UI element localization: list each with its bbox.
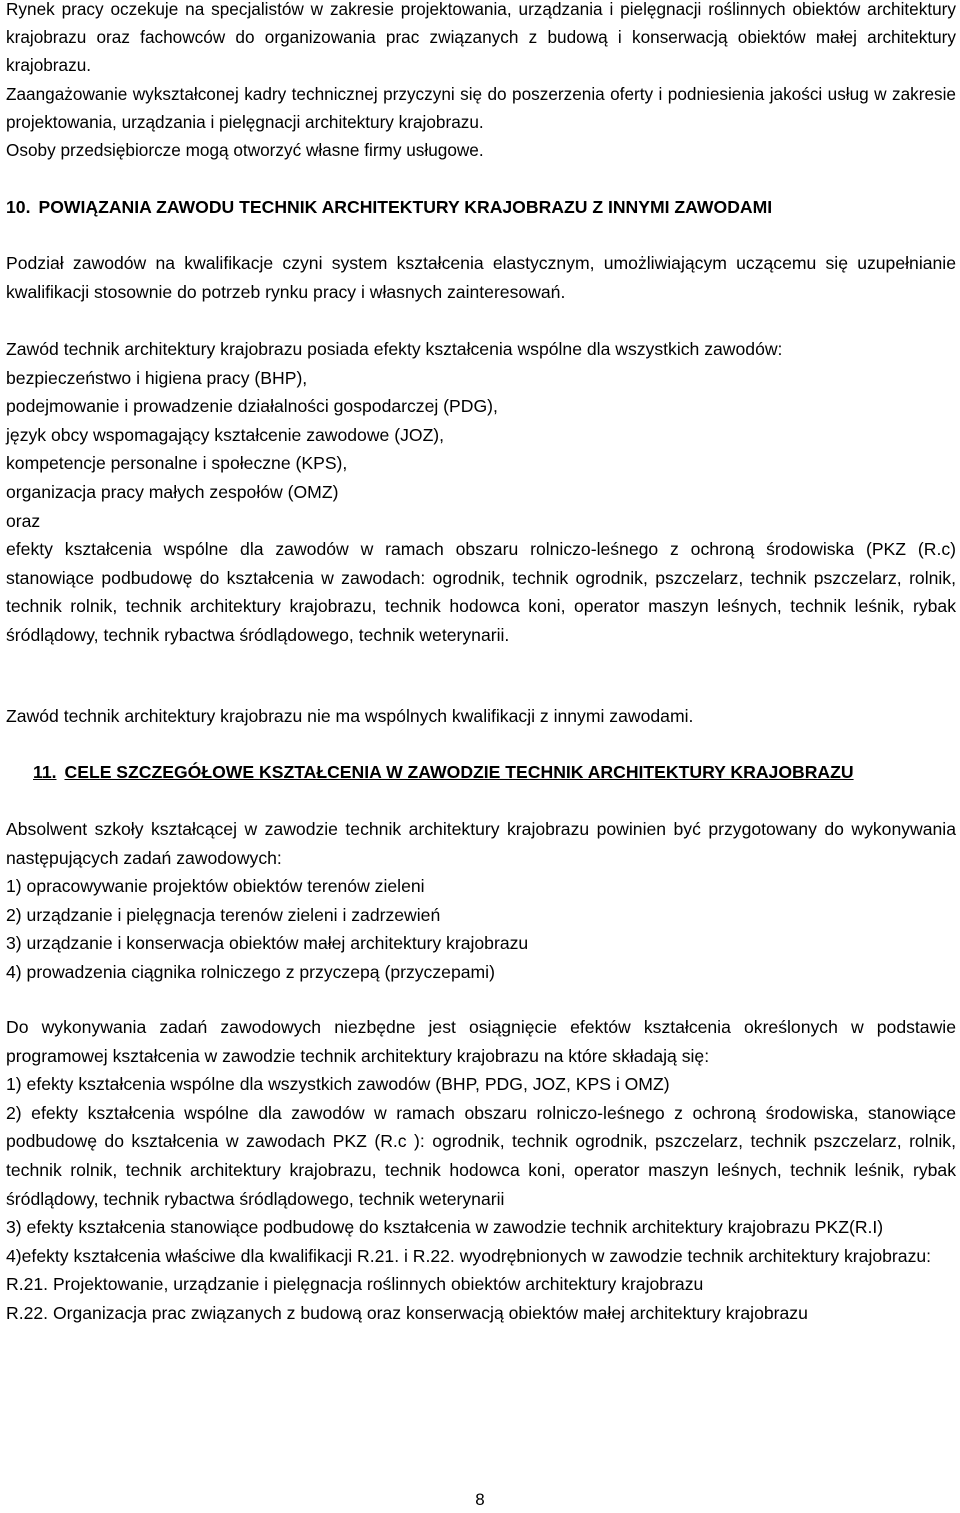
no-common-qualifications: Zawód technik architektury krajobrazu nie ma wspólnych kwalifikacji z innymi zawodami.	[6, 706, 694, 726]
section-11-heading	[33, 758, 933, 786]
section-10-body	[6, 249, 956, 306]
task-item: 2) urządzanie i pielęgnacja terenów zieleni i zadrzewień	[6, 904, 441, 925]
page-number: 8	[475, 1490, 485, 1509]
section-10	[6, 193, 956, 221]
common-effect-item: bezpieczeństwo i higiena pracy (BHP),	[6, 367, 308, 388]
common-effect-item: podejmowanie i prowadzenie działalności gospodarczej (PDG),	[6, 396, 498, 417]
section-10-title: POWIĄZANIA ZAWODU TECHNIK ARCHITEKTURY KRAJOBRAZU Z INNYMI ZAWODAMI	[38, 197, 773, 217]
section-11-effects	[6, 1013, 956, 1328]
section-10-paragraph-1: Podział zawodów na kwalifikacje czyni system kształcenia elastycznym, umożliwiającym uczącemu się uzupełnianie kwalifikacji stosownie do potrzeb rynku pracy i własnych zainteresowań.	[6, 253, 956, 302]
section-11-number: 11.	[33, 762, 57, 782]
section-10-no-common	[6, 702, 956, 731]
common-effect-item: organizacja pracy małych zespołów (OMZ)	[6, 481, 339, 502]
pkz-paragraph: efekty kształcenia wspólne dla zawodów w ramach obszaru rolniczo-leśnego z ochroną środowiska (PKZ (R.c) stanowiące podbudowę do kształcenia w zawodach: ogrodnik, technik ogrodnik, pszczelarz, technik pszczelarz, rolnik, technik rolnik, technik architektury krajobrazu, technik hodowca koni, operator maszyn leśnych, technik leśnik, rybak śródlądowy, technik rybactwa śródlądowego, technik weterynarii.	[6, 539, 956, 645]
intro-paragraph-2: Zaangażowanie wykształconej kadry technicznej przyczyni się do poszerzenia oferty i podniesienia jakości usług w zakresie projektowania, urządzania i pielęgnacji architektury krajobrazu.	[6, 83, 956, 132]
task-item: 4) prowadzenia ciągnika rolniczego z przyczepą (przyczepami)	[6, 961, 495, 982]
section-10-heading	[6, 193, 956, 221]
effect-item: 2) efekty kształcenia wspólne dla zawodów w ramach obszaru rolniczo-leśnego z ochroną środowiska, stanowiące podbudowę do kształcenia w zawodach PKZ (R.c ): ogrodnik, technik ogrodnik, pszczelarz, technik pszczelarz, rolnik, technik rolnik, technik architektury krajobrazu, technik hodowca koni, operator maszyn leśnych, technik leśnik, rybak śródlądowy, technik rybactwa śródlądowego, technik weterynarii	[6, 1102, 956, 1209]
section-11-intro: Absolwent szkoły kształcącej w zawodzie technik architektury krajobrazu powinien być przygotowany do wykonywania następujących zadań zawodowych:	[6, 819, 956, 868]
section-10-number: 10.	[6, 197, 31, 217]
section-10-common-intro: Zawód technik architektury krajobrazu posiada efekty kształcenia wspólne dla wszystkich zawodów:	[6, 339, 783, 359]
common-effect-item: kompetencje personalne i społeczne (KPS),	[6, 453, 348, 474]
effect-item: 3) efekty kształcenia stanowiące podbudowę do kształcenia w zawodzie technik architektury krajobrazu PKZ(R.I)	[6, 1217, 884, 1238]
intro-block	[6, 0, 956, 164]
qualification-item: R.21. Projektowanie, urządzanie i pielęgnacja roślinnych obiektów architektury krajobrazu	[6, 1274, 704, 1295]
intro-paragraph-3: Osoby przedsiębiorcze mogą otworzyć własne firmy usługowe.	[6, 140, 484, 161]
section-11-tasks	[6, 815, 956, 987]
effects-intro: Do wykonywania zadań zawodowych niezbędne jest osiągnięcie efektów kształcenia określonych w podstawie programowej kształcenia w zawodzie technik architektury krajobrazu na które składają się:	[6, 1017, 956, 1066]
effect-item: 4)efekty kształcenia właściwe dla kwalifikacji R.21. i R.22. wyodrębnionych w zawodzie technik architektury krajobrazu:	[6, 1245, 932, 1266]
section-11-title: CELE SZCZEGÓŁOWE KSZTAŁCENIA W ZAWODZIE TECHNIK ARCHITEKTURY KRAJOBRAZU	[64, 762, 854, 782]
task-item: 1) opracowywanie projektów obiektów terenów zieleni	[6, 876, 425, 897]
effect-item: 1) efekty kształcenia wspólne dla wszystkich zawodów (BHP, PDG, JOZ, KPS i OMZ)	[6, 1074, 670, 1095]
intro-paragraph-1: Rynek pracy oczekuje na specjalistów w zakresie projektowania, urządzania i pielęgnacji roślinnych obiektów architektury krajobrazu oraz fachowców do organizowania prac związanych z budową i konserwacją obiektów małej architektury krajobrazu.	[6, 0, 956, 76]
oraz-connector: oraz	[6, 510, 41, 531]
common-effect-item: język obcy wspomagający kształcenie zawodowe (JOZ),	[6, 424, 445, 445]
task-item: 3) urządzanie i konserwacja obiektów małej architektury krajobrazu	[6, 933, 529, 954]
section-10-common	[6, 335, 956, 650]
qualification-item: R.22. Organizacja prac związanych z budową oraz konserwacją obiektów małej architektury krajobrazu	[6, 1302, 808, 1323]
section-11	[33, 758, 933, 786]
